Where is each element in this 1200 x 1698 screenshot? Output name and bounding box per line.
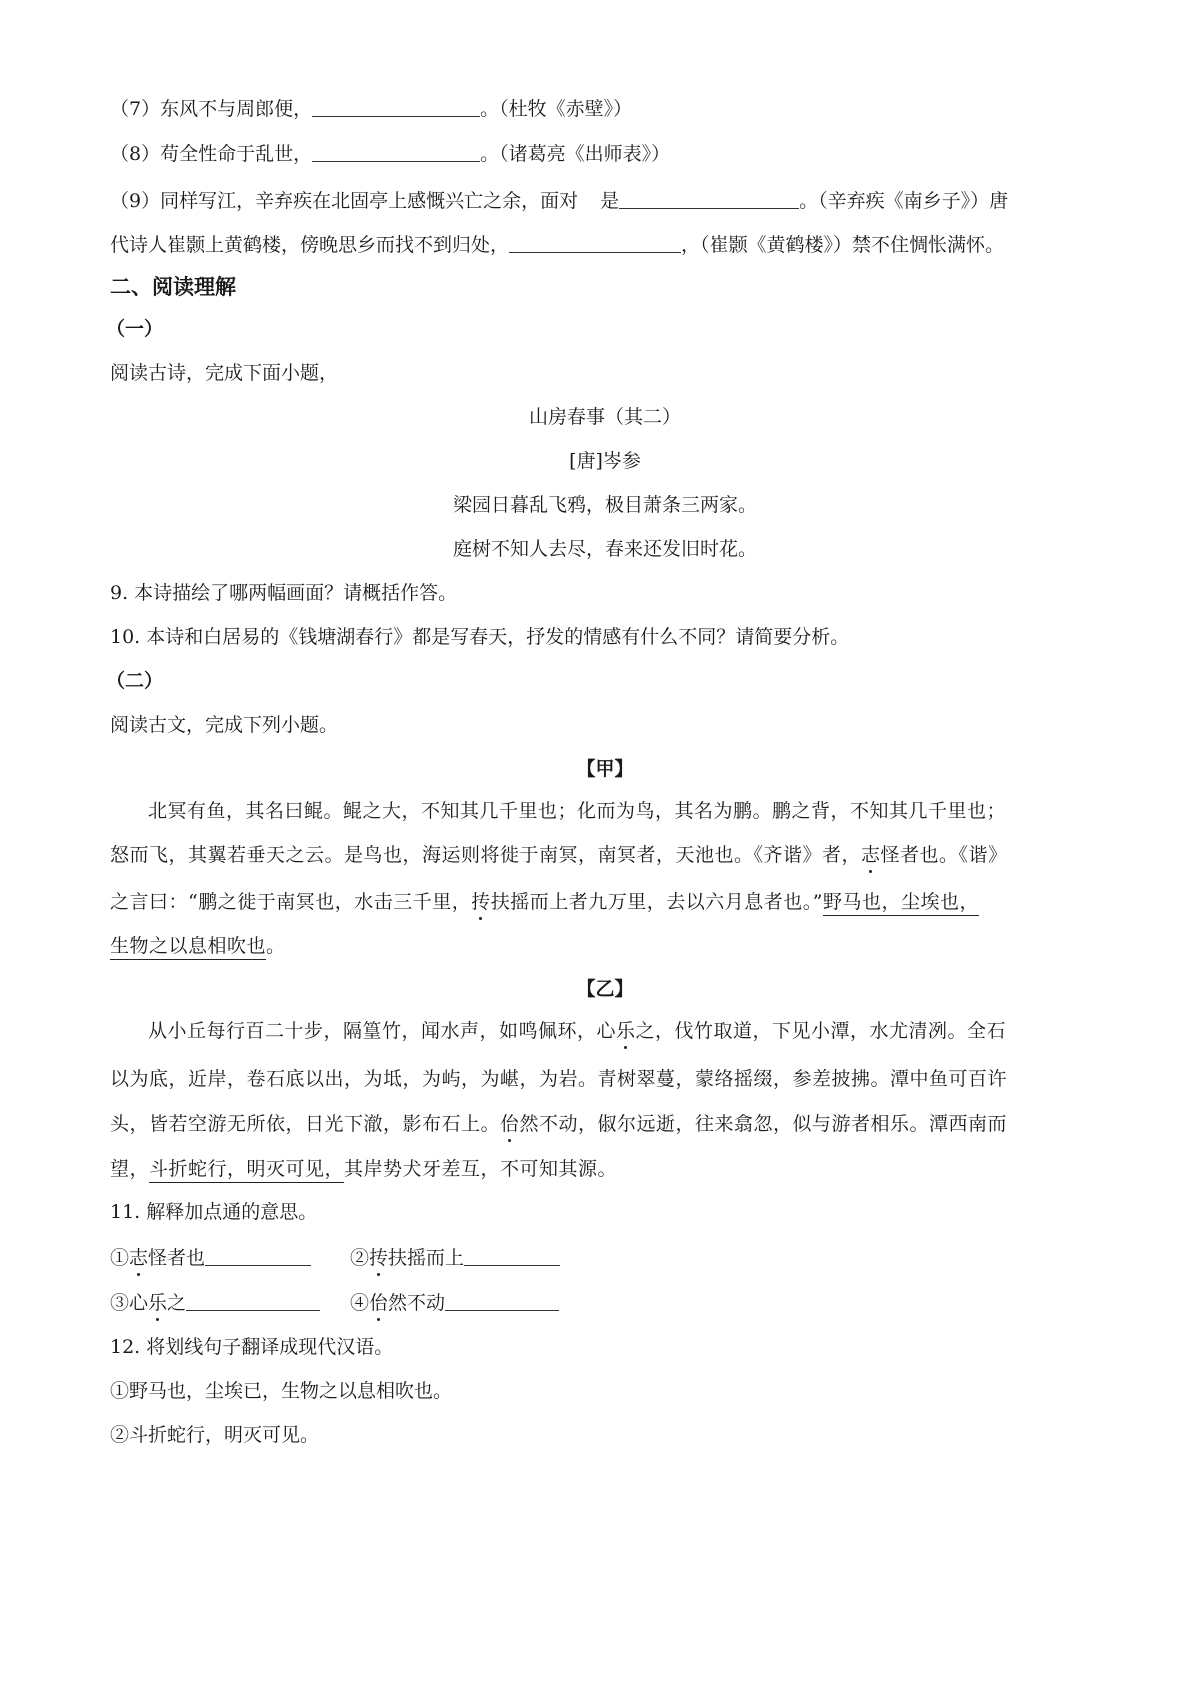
poem-author: [唐]岑参 [569, 450, 641, 472]
q11-i4-dotted: 佁 [369, 1292, 389, 1314]
jia-l4-end: 。 [266, 935, 286, 957]
underlined-sentence-1-part-a: 野马也，尘埃也， [823, 891, 979, 916]
q7-suffix: 。（杜牧《赤壁》） [480, 98, 633, 120]
q7-prefix: （7）东风不与周郎便， [110, 98, 313, 120]
passage-jia-line-3 [110, 893, 979, 912]
dotted-char-tuan: 抟 [471, 891, 491, 913]
q11-item-2 [350, 1247, 560, 1268]
part-2-label: （二） [106, 670, 164, 692]
question-9-line-1 [110, 190, 1008, 211]
poem-line-1: 梁园日暮乱飞鸦，极目萧条三两家。 [452, 494, 757, 516]
question-11: 11. 解释加点通的意思。 [110, 1201, 318, 1223]
poem-line-2: 庭树不知人去尽，春来还发旧时花。 [452, 538, 757, 560]
yi-l1-text-a: 从小丘每行百二十步，隔篁竹，闻水声，如鸣佩环，心 [148, 1020, 617, 1042]
q11-i1-dotted: 志 [129, 1247, 149, 1269]
q11-i2-blank[interactable] [464, 1247, 560, 1266]
q11-i3-text: 之 [167, 1292, 187, 1314]
passage-jia-heading: 【甲】 [576, 758, 634, 780]
dotted-char-le: 乐 [616, 1020, 636, 1042]
question-10: 10. 本诗和白居易的《钱塘湖春行》都是写春天，抒发的情感有什么不同？请简要分析。 [110, 626, 850, 648]
dotted-char-zhi: 志 [861, 844, 881, 866]
dotted-char-yi: 佁 [500, 1113, 520, 1135]
q11-i4-blank[interactable] [445, 1292, 559, 1311]
section-title: 二、阅读理解 [110, 274, 236, 299]
jia-l3-text-a: 之言曰：“鹏之徙于南冥也，水击三千里， [110, 891, 472, 913]
question-12: 12. 将划线句子翻译成现代汉语。 [110, 1336, 394, 1358]
q11-i3-dotted: 乐 [148, 1292, 168, 1314]
yi-l3-text-b: 然不动，俶尔远逝，往来翕忽，似与游者相乐。潭西南而 [519, 1113, 1008, 1135]
q9-line1-mid: 是 [600, 190, 620, 212]
passage-yi-line-1 [148, 1022, 1006, 1041]
q11-item-1 [110, 1247, 311, 1268]
q8-answer-blank[interactable] [312, 143, 480, 162]
q11-item-4 [350, 1292, 559, 1313]
q11-i2-dotted: 抟 [369, 1247, 389, 1269]
question-9-line-2 [110, 234, 1004, 255]
underlined-sentence-1-part-b: 生物之以息相吹也 [110, 935, 266, 960]
q9-line1-suffix: 。（辛弃疾《南乡子》）唐 [799, 190, 1009, 212]
q11-item-3 [110, 1292, 320, 1313]
question-7 [110, 98, 632, 119]
yi-l4-text-a: 望， [110, 1158, 150, 1180]
jia-l2-text-a: 怒而飞，其翼若垂天之云。是鸟也，海运则将徙于南冥，南冥者，天池也。《齐谐》者， [110, 844, 862, 866]
passage-jia-line-2 [110, 846, 1008, 865]
part-1-instruction: 阅读古诗，完成下面小题， [110, 362, 339, 384]
passage-jia-line-4 [110, 937, 286, 956]
yi-l4-text-b: 其岸势犬牙差互，不可知其源。 [344, 1158, 618, 1180]
q11-i3-blank[interactable] [186, 1292, 320, 1311]
poem-title: 山房春事（其二） [528, 406, 681, 428]
question-9-poem: 9. 本诗描绘了哪两幅画面？请概括作答。 [110, 582, 458, 604]
q7-answer-blank[interactable] [312, 98, 480, 117]
q8-suffix: 。（诸葛亮《出师表》） [480, 143, 671, 165]
q11-i1-blank[interactable] [205, 1247, 311, 1266]
q9-answer-blank-2[interactable] [509, 234, 681, 253]
q9-line2-suffix: ，（崔颢《黄鹤楼》）禁不住惆怅满怀。 [681, 234, 1005, 256]
q11-i3-num: ③心 [110, 1292, 149, 1314]
passage-jia-line-1: 北冥有鱼，其名曰鲲。鲲之大，不知其几千里也；化而为鸟，其名为鹏。鹏之背，不知其几千里也； [148, 800, 1007, 822]
yi-l3-text-a: 头，皆若空游无所依，日光下澈，影布石上。 [110, 1113, 501, 1135]
passage-yi-line-4 [110, 1160, 617, 1179]
jia-l2-text-b: 怪者也。《谐》 [880, 844, 1008, 866]
q8-prefix: （8）苟全性命于乱世， [110, 143, 313, 165]
passage-yi-line-2: 以为底，近岸，卷石底以出，为坻，为屿，为嵁，为岩。青树翠蔓，蒙络摇缀，参差披拂。潭中鱼可百许 [110, 1068, 1008, 1090]
q11-i4-num: ④ [350, 1292, 370, 1314]
passage-yi-line-3 [110, 1115, 1007, 1134]
part-1-label: （一） [106, 318, 164, 340]
q9-answer-blank-1[interactable] [619, 190, 799, 209]
q9-line2-prefix: 代诗人崔颢上黄鹤楼，傍晚思乡而找不到归处， [110, 234, 510, 256]
q11-i1-text: 怪者也 [148, 1247, 206, 1269]
part-2-instruction: 阅读古文，完成下列小题。 [110, 714, 339, 736]
jia-l3-text-b: 扶摇而上者九万里，去以六月息者也。” [490, 891, 823, 913]
q11-i1-num: ① [110, 1247, 130, 1269]
passage-yi-heading: 【乙】 [576, 978, 634, 1000]
underlined-sentence-2: 斗折蛇行，明灭可见， [149, 1158, 344, 1183]
q12-sentence-1: ①野马也，尘埃已，生物之以息相吹也。 [110, 1380, 453, 1402]
q11-i2-text: 扶摇而上 [388, 1247, 465, 1269]
yi-l1-text-b: 之，伐竹取道，下见小潭，水尤清冽。全石 [635, 1020, 1007, 1042]
question-8 [110, 143, 670, 164]
q11-i4-text: 然不动 [388, 1292, 446, 1314]
q9-line1-prefix: （9）同样写江，辛弃疾在北固亭上感慨兴亡之余，面对 [110, 190, 579, 212]
q12-sentence-2: ②斗折蛇行，明灭可见。 [110, 1424, 320, 1446]
q11-i2-num: ② [350, 1247, 370, 1269]
